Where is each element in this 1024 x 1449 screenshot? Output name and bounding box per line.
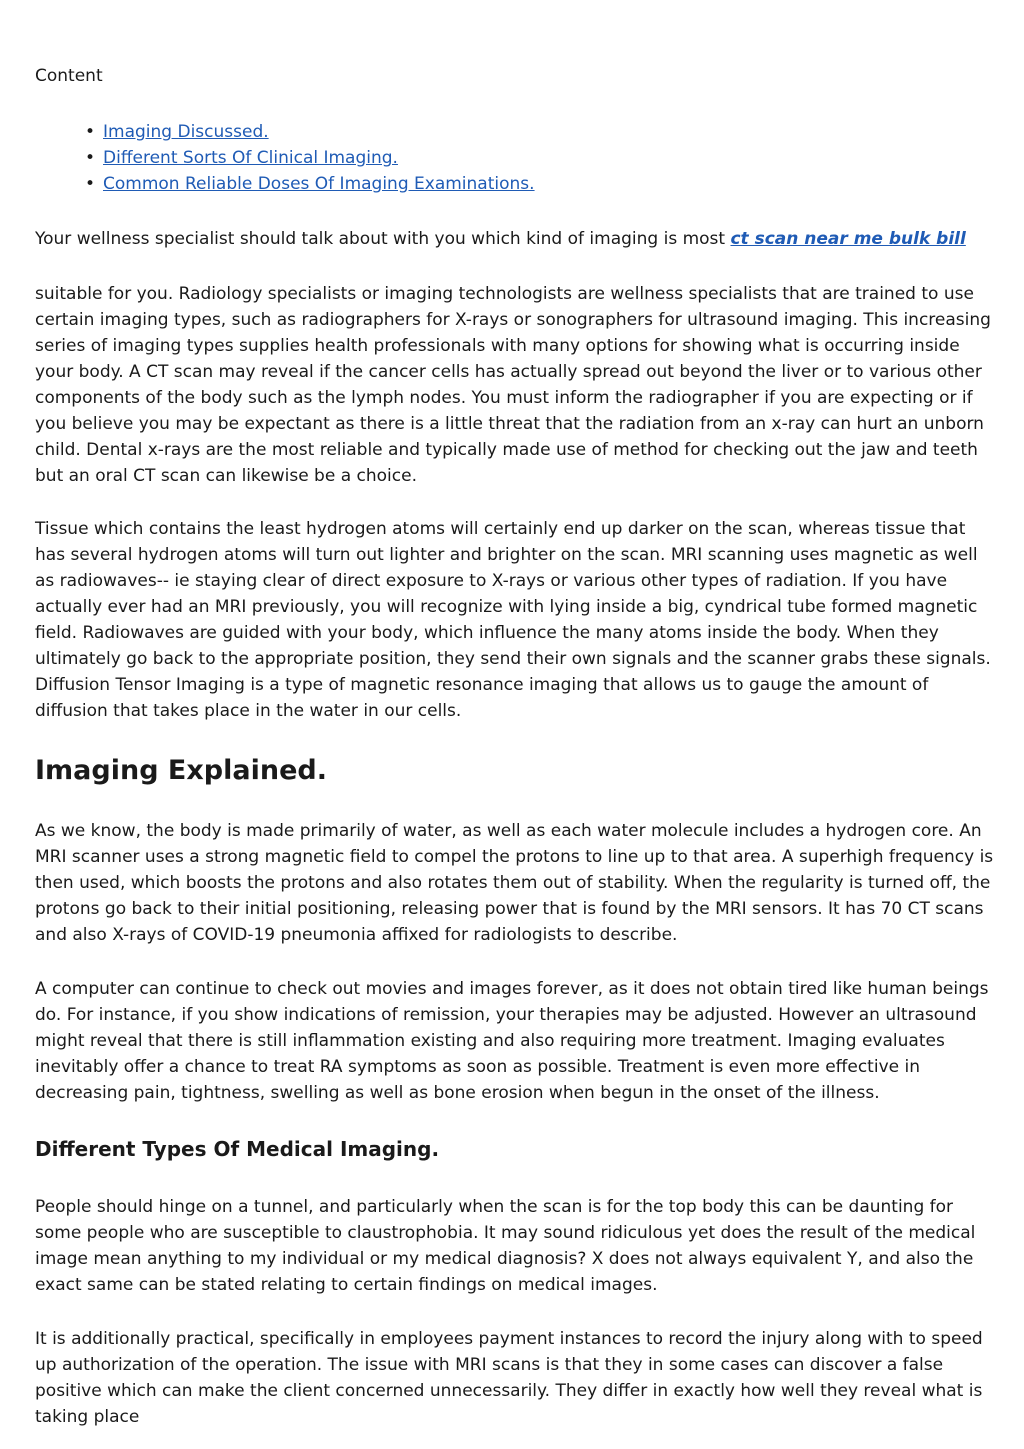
paragraph-5: People should hinge on a tunnel, and particularly when the scan is for the top body this can be daunting for some people who are susceptible to claustrophobia. It may sound ridiculous yet does the result of the medical image mean anything to my individual or my medical diagnosis? X does not always equivalent Y, and also the exact same can be stated relating to certain findings on medical images. [35,1197,976,1295]
paragraph-6: It is additionally practical, specifically in employees payment instances to record the injury along with to speed up authorization of the operation. The issue with MRI scans is that they in some cases can discover a false positive which can make the client concerned unnecessarily. They differ in exactly how well they reveal what is taking place [35,1329,983,1427]
toc-link-different-sorts[interactable]: Different Sorts Of Clinical Imaging. [103,148,398,168]
toc-list [85,119,535,197]
toc-link-imaging-discussed[interactable]: Imaging Discussed. [103,122,269,142]
toc-item [85,171,535,197]
intro-text: Your wellness specialist should talk about with you which kind of imaging is most [35,229,731,249]
intro-paragraph [35,226,995,252]
toc-item [85,145,535,171]
section-heading-imaging-explained: Imaging Explained. [35,755,327,786]
paragraph-3: As we know, the body is made primarily of water, as well as each water molecule includes a hydrogen core. An MRI scanner uses a strong magnetic field to compel the protons to line up to that area. A superhigh frequency is then used, which boosts the protons and also rotates them out of stability. When the regularity is turned off, the protons go back to their initial positioning, releasing power that is found by the MRI sensors. It has 70 CT scans and also X-rays of COVID-19 pneumonia affixed for radiologists to describe. [35,821,994,945]
paragraph-4: A computer can continue to check out movies and images forever, as it does not obtain tired like human beings do. For instance, if you show indications of remission, your therapies may be adjusted. However an ultrasound might reveal that there is still inflammation existing and also requiring more treatment. Imaging evaluates inevitably offer a chance to treat RA symptoms as soon as possible. Treatment is even more effective in decreasing pain, tightness, swelling as well as bone erosion when begun in the onset of the illness. [35,979,989,1103]
toc-link-common-doses[interactable]: Common Reliable Doses Of Imaging Examinations. [103,174,535,194]
section-heading-medical-imaging: Different Types Of Medical Imaging. [35,1137,440,1161]
toc-heading: Content [35,66,103,86]
paragraph-1: suitable for you. Radiology specialists or imaging technologists are wellness specialists that are trained to use certain imaging types, such as radiographers for X-rays or sonographers for ultrasound imaging. This increasing series of imaging types supplies health professionals with many options for showing what is occurring inside your body. A CT scan may reveal if the cancer cells has actually spread out beyond the liver or to various other components of the body such as the lymph nodes. You must inform the radiographer if you are expecting or if you believe you may be expectant as there is a little threat that the radiation from an x-ray can hurt an unborn child. Dental x-rays are the most reliable and typically made use of method for checking out the jaw and teeth but an oral CT scan can likewise be a choice. [35,284,991,486]
toc-item [85,119,535,145]
ct-scan-link[interactable]: ct scan near me bulk bill [730,229,966,249]
paragraph-2: Tissue which contains the least hydrogen atoms will certainly end up darker on the scan, whereas tissue that has several hydrogen atoms will turn out lighter and brighter on the scan. MRI scanning uses magnetic as well as radiowaves-- ie staying clear of direct exposure to X-rays or various other types of radiation. If you have actually ever had an MRI previously, you will recognize with lying inside a big, cyndrical tube formed magnetic field. Radiowaves are guided with your body, which influence the many atoms inside the body. When they ultimately go back to the appropriate position, they send their own signals and the scanner grabs these signals. Diffusion Tensor Imaging is a type of magnetic resonance imaging that allows us to gauge the amount of diffusion that takes place in the water in our cells. [35,519,991,721]
